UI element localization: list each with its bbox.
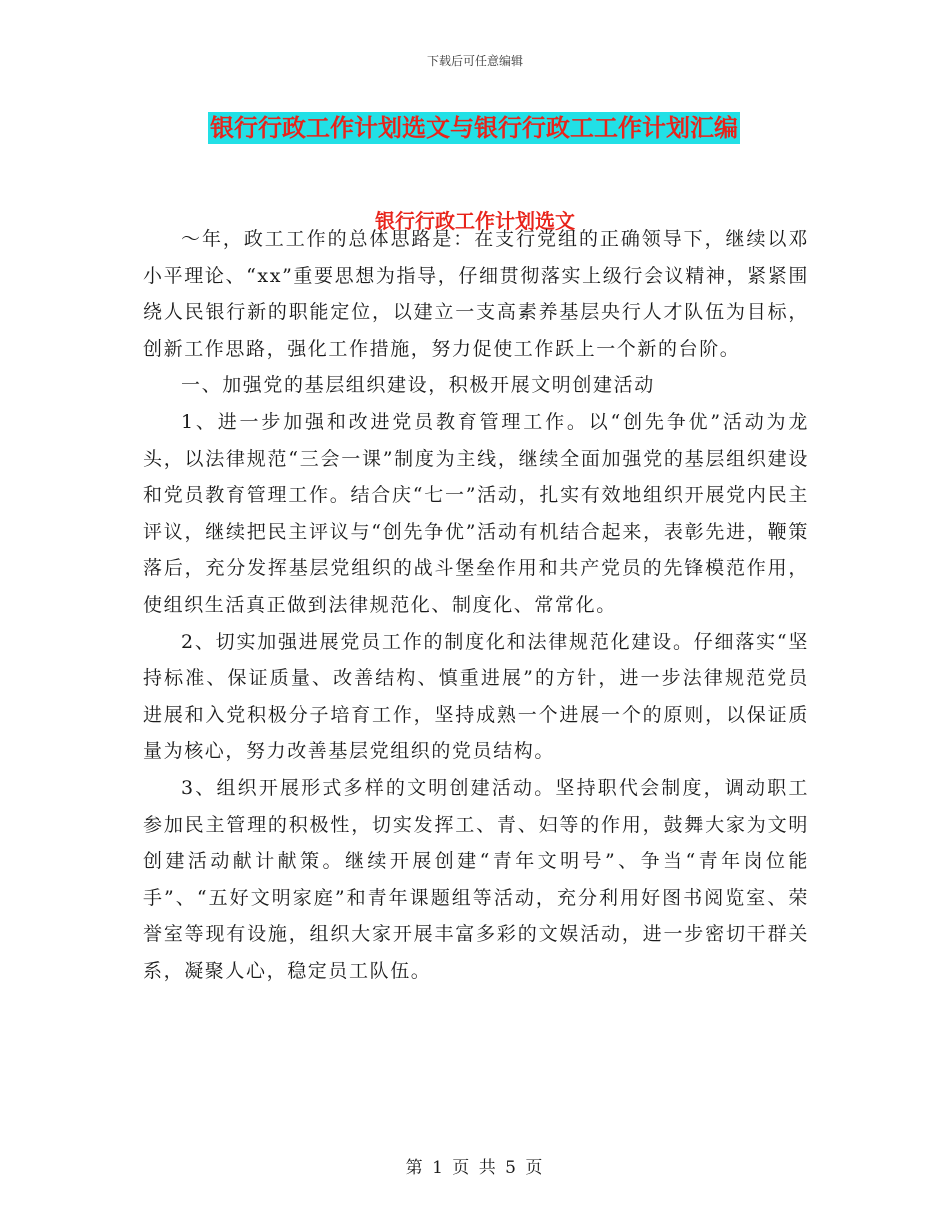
- paragraph-heading-1: 一、加强党的基层组织建设，积极开展文明创建活动: [181, 374, 655, 397]
- paragraph-item-2: 2、切实加强进展党员工作的制度化和法律规范化建设。仔细落实“坚持标准、保证质量、改善结构、慎重进展”的方针，进一步法律规范党员进展和入党积极分子培育工作，坚持成熟一个进展一个的原则，以保证质量为核心，努力改善基层党组织的党员结构。: [143, 630, 809, 763]
- document-title: 银行行政工作计划选文与银行行政工工作计划汇编: [210, 114, 738, 142]
- paragraph-item-1: 1、进一步加强和改进党员教育管理工作。以“创先争优”活动为龙头，以法律规范“三会一课”制度为主线，继续全面加强党的基层组织建设和党员教育管理工作。结合庆“七一”活动，扎实有效地组织开展党内民主评议，继续把民主评议与“创先争优”活动有机结合起来，表彰先进，鞭策落后，充分发挥基层党组织的战斗堡垒作用和共产党员的先锋模范作用，使组织生活真正做到法律规范化、制度化、常常化。: [143, 410, 809, 616]
- paragraph-intro: ～年，政工工作的总体思路是：在支行党组的正确领导下，继续以邓小平理论、“xx”重要思想为指导，仔细贯彻落实上级行会议精神，紧紧围绕人民银行新的职能定位，以建立一支高素养基层央行人才队伍为目标，创新工作思路，强化工作措施，努力促使工作跃上一个新的台阶。: [143, 228, 809, 360]
- paragraph-item-3: 3、组织开展形式多样的文明创建活动。坚持职代会制度，调动职工参加民主管理的积极性，切实发挥工、青、妇等的作用，鼓舞大家为文明创建活动献计献策。继续开展创建“青年文明号”、争当“青年岗位能手”、“五好文明家庭”和青年课题组等活动，充分利用好图书阅览室、荣誉室等现有设施，组织大家开展丰富多彩的文娱活动，进一步密切干群关系，凝聚人心，稳定员工队伍。: [143, 776, 809, 982]
- page-number-footer: 第 1 页 共 5 页: [405, 1158, 545, 1178]
- document-body: [143, 221, 809, 989]
- page-header-note: 下载后可任意编辑: [426, 54, 523, 68]
- section-title: 银行行政工作计划选文: [375, 209, 575, 233]
